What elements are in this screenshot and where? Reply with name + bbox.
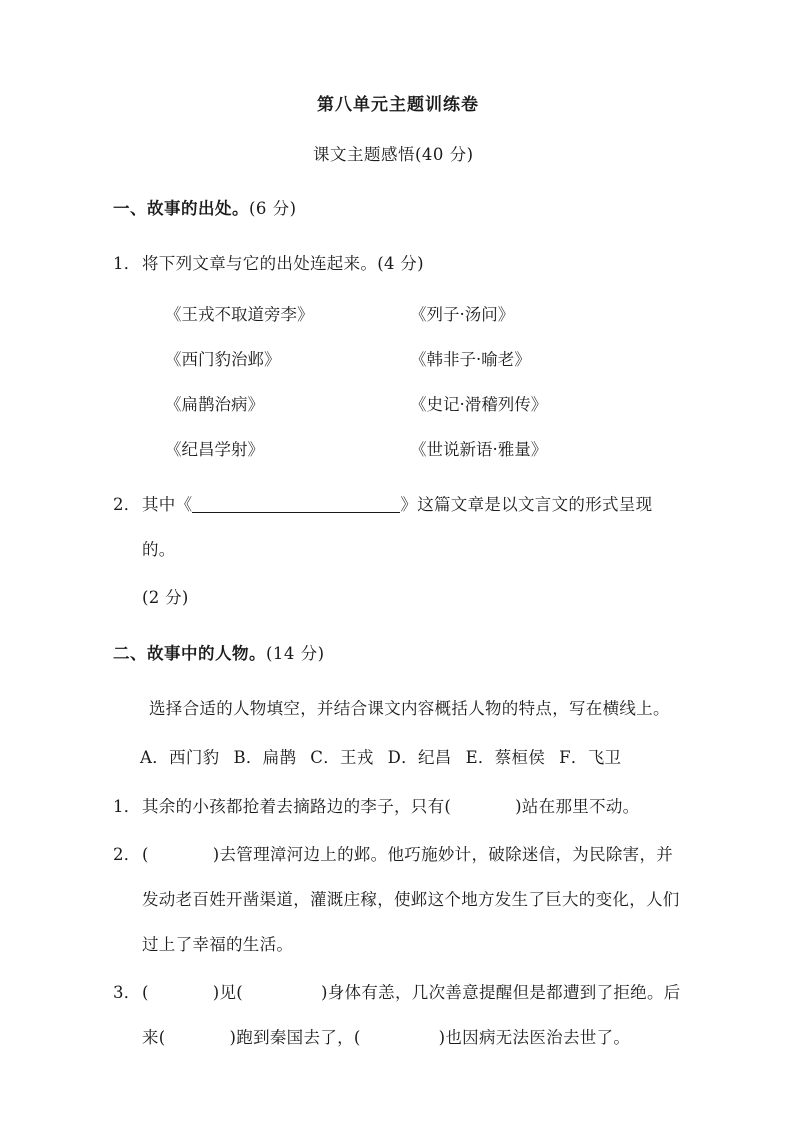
option-b-name: 扁鹊 (262, 748, 297, 767)
question-2-1-text-part1: 其余的小孩都抢着去摘路边的李子，只有( (142, 797, 452, 816)
matching-list (113, 292, 683, 472)
option-d-letter: D． (387, 748, 418, 767)
matching-left-item[interactable]: 《西门豹治邺》 (165, 350, 281, 369)
option-f-name: 飞卫 (587, 748, 622, 767)
question-2-1-text-part2: )站在那里不动。 (515, 797, 640, 816)
question-1-1-number: 1． (113, 254, 141, 273)
option-a[interactable] (140, 748, 219, 767)
document-content (113, 90, 683, 1063)
matching-row (113, 427, 683, 472)
option-d[interactable] (388, 748, 452, 767)
question-2-3-text-part4: )跑到秦国去了，( (229, 1028, 361, 1047)
question-2-3-number: 3． (113, 983, 141, 1002)
question-2-3-text-part2: )见( (212, 983, 244, 1002)
question-1-1-points: (4 分) (377, 254, 424, 273)
matching-row (113, 382, 683, 427)
question-2-3-text-part3: )身体有恙，几次善意提醒但是都遭到了拒绝。后来( (142, 983, 681, 1047)
section-two-label: 二、故事中的人物。 (113, 644, 266, 663)
question-2-2-number: 2． (113, 845, 141, 864)
option-e-name: 蔡桓侯 (494, 748, 546, 767)
option-a-name: 西门豹 (169, 748, 220, 767)
question-1-2-text-before: 其中《 (142, 495, 193, 514)
option-a-letter: A． (140, 748, 170, 767)
page-title: 第八单元主题训练卷 (317, 95, 479, 115)
question-2-1-number: 1． (113, 797, 141, 816)
option-c-letter: C． (310, 748, 341, 767)
question-2-2-text-part2: )去管理漳河边上的邺。他巧施妙计，破除迷信，为民除害，并发动老百姓开凿渠道，灌溉庄稼，使邺这个地方发生了巨大的变化，人们过上了幸福的生活。 (142, 845, 680, 954)
matching-row (113, 337, 683, 382)
option-e-letter: E． (465, 748, 495, 767)
option-e[interactable] (466, 748, 546, 767)
question-1-2-text-after: 》这篇文章是以文言文的形式呈现的。 (142, 495, 653, 559)
section-heading-two (113, 640, 683, 664)
option-list (113, 735, 683, 780)
option-b-letter: B． (233, 748, 263, 767)
option-c-name: 王戎 (340, 748, 374, 767)
option-f-letter: F． (559, 748, 588, 767)
question-1-2-number: 2． (113, 495, 141, 514)
question-1-2 (113, 482, 683, 572)
matching-left-item[interactable]: 《纪昌学射》 (165, 440, 264, 459)
section-one-label: 一、故事的出处。 (113, 199, 249, 218)
question-1-1 (113, 241, 683, 286)
section-heading-one (113, 195, 683, 219)
matching-right-item[interactable]: 《韩非子·喻老》 (410, 350, 531, 369)
section-two-instruction: 选择合适的人物填空，并结合课文内容概括人物的特点，写在横线上。 (149, 699, 670, 718)
question-2-3-text-part5: )也因病无法医治去世了。 (438, 1028, 631, 1047)
question-2-3-text-part1: ( (142, 983, 149, 1002)
option-c[interactable] (310, 748, 373, 767)
question-1-2-points: (2 分) (142, 588, 189, 607)
question-2-1 (113, 784, 683, 829)
answer-blank-underline[interactable] (192, 512, 400, 513)
document-subtitle: 课文主题感悟(40 分) (313, 145, 474, 164)
matching-right-item[interactable]: 《世说新语·雅量》 (410, 440, 548, 459)
matching-left-item[interactable]: 《王戎不取道旁李》 (165, 305, 314, 324)
question-2-3 (113, 970, 683, 1060)
question-2-2 (113, 832, 683, 967)
option-f[interactable] (559, 748, 621, 767)
matching-row (113, 292, 683, 337)
matching-right-item[interactable]: 《史记·滑稽列传》 (410, 395, 548, 414)
section-two-points: (14 分) (266, 644, 325, 663)
option-d-name: 纪昌 (417, 748, 452, 767)
question-2-2-text-part1: ( (142, 845, 149, 864)
matching-left-item[interactable]: 《扁鹊治病》 (165, 395, 264, 414)
matching-right-item[interactable]: 《列子·汤问》 (410, 305, 515, 324)
question-1-1-text: 将下列文章与它的出处连起来。 (142, 254, 378, 273)
section-one-points: (6 分) (249, 199, 297, 218)
option-b[interactable] (233, 748, 296, 767)
